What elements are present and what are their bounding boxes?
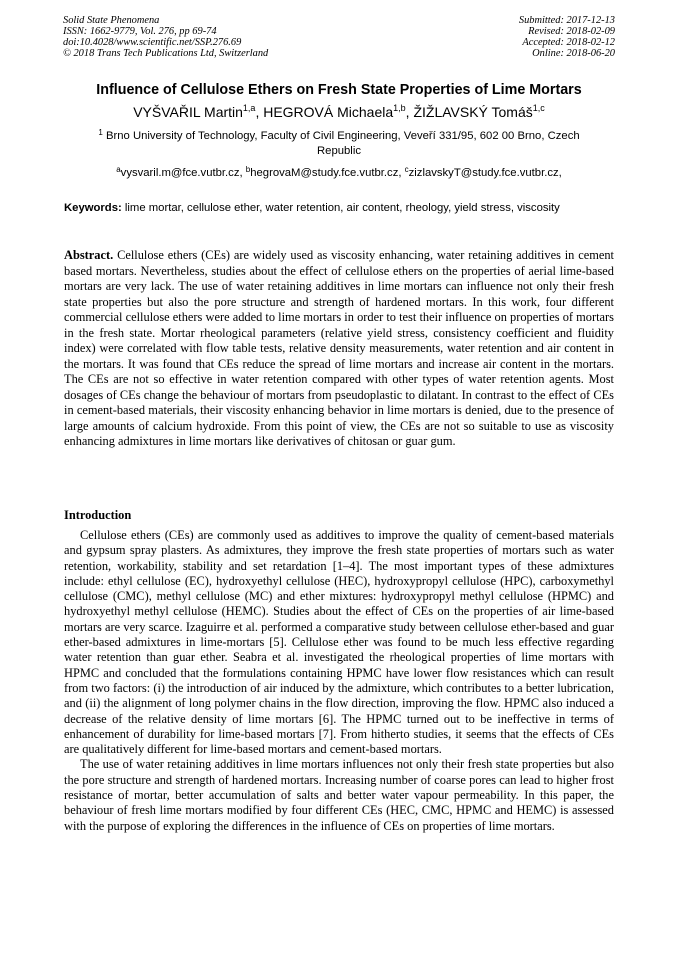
abstract-label: Abstract. <box>64 248 114 262</box>
introduction-body <box>64 528 614 834</box>
issn-line: ISSN: 1662-9779, Vol. 276, pp 69-74 <box>63 26 217 37</box>
author-name: ŽIŽLAVSKÝ Tomáš <box>413 104 533 120</box>
email-list <box>40 166 638 181</box>
email-superscript: c <box>404 165 409 174</box>
author-superscript: 1,a <box>242 103 256 113</box>
email-superscript: a <box>116 165 121 174</box>
abstract <box>64 248 614 450</box>
email-address[interactable]: zizlavskyT@study.fce.vutbr.cz, <box>408 167 562 179</box>
affiliation-text: Brno University of Technology, Faculty of Civil Engineering, Veveří 331/95, 602 00 Brno, Czech Republic <box>102 130 580 157</box>
submitted-date: Submitted: 2017-12-13 <box>518 15 615 26</box>
author-name: VYŠVAŘIL Martin <box>133 104 243 120</box>
journal-name: Solid State Phenomena <box>63 15 160 26</box>
keywords-text: lime mortar, cellulose ether, water retention, air content, rheology, yield stress, viscosity <box>121 202 560 214</box>
accepted-date: Accepted: 2018-02-12 <box>522 37 615 48</box>
author-superscript: 1,c <box>532 103 545 113</box>
keywords-label: Keywords: <box>64 202 122 214</box>
author-separator: , <box>405 104 414 120</box>
journal-header-left <box>63 15 268 59</box>
copyright-line: © 2018 Trans Tech Publications Ltd, Switzerland <box>63 48 269 59</box>
body-paragraph: Cellulose ethers (CEs) are commonly used as additives to improve the quality of cement-based materials and gypsum spray plasters. As admixtures, they improve the fresh state properties of mortars such as water retention, workability, stability and set retardation [1–4]. The most important types of these admixtures include: ethyl cellulose (EC), hydroxyethyl cellulose (HEC), hydroxypropyl cellulose (HPC), carboxymethyl cellulose (CMC), methyl cellulose (MC) and ether mixtures: hydroxypropyl methyl cellulose (HPMC) and hydroxyethyl methyl cellulose (HEMC). Studies about the effect of CEs on the properties of air lime-based mortars are very scarce. Izaguirre et al. performed a comparative study between cellulose ether-based and guar ether-based admixtures in lime-mortars [5]. Cellulose ether was found to be much less effective regarding water retention than guar ether. Seabra et al. investigated the rheological properties of lime mortars with HPMC and concluded that the formulations containing HPMC have lower flow resistances which can result from two factors: (i) the introduction of air induced by the admixture, which contributes to a better lubrication, and (ii) the alignment of long polymer chains in the flow direction, improving the flow. HPMC also induced a decrease of the relative density of lime mortars [6]. The HPMC turned out to be ineffective in terms of enhancement of durability for lime-based mortars [7]. From hitherto studies, it seems that the effects of CEs are qualitatively different for lime-based mortars and cement-based mortars. <box>64 528 614 757</box>
section-heading-introduction: Introduction <box>64 508 132 522</box>
body-paragraph: The use of water retaining additives in lime mortars influences not only their fresh state properties but also the pore structure and strength of hardened mortars. Increasing number of coarse pores can lead to higher frost resistance of mortar, better accumulation of salts and better water vapour permeability. In this paper, the behaviour of fresh lime mortars modified by four different CEs (HEC, CMC, HPMC and HEMC) is assessed with the purpose of exploring the differences in the influence of CEs on properties of lime mortars. <box>64 757 614 833</box>
email-address[interactable]: vysvaril.m@fce.vutbr.cz, <box>120 167 246 179</box>
abstract-text: Cellulose ethers (CEs) are widely used as viscosity enhancing, water retaining additives in cement based mortars. Nevertheless, studies about the effect of cellulose ethers on the properties of aerial lime-based mortars are very lack. The use of water retaining additives in lime mortars can influence not only their fresh state properties but also the pore structure and strength of hardened mortars. In this work, four different commercial cellulose ethers were added to lime mortars in order to test their influence on properties of mortars in the fresh state. Mortar rheological parameters (relative yield stress, consistency coefficient and fluidity index) were correlated with flow table tests, relative density measurements, water retention and air content in the mortars. It was found that CEs reduce the spread of lime mortars and increase air content in the mortars. The CEs are not so effective in water retention compared with other types of water retention agents. Most dosages of CEs change the behaviour of mortars from pseudoplastic to dilatant. In contrast to the effect of CEs in cement-based materials, their viscosity enhancing behavior in lime mortars is denied, due to the presence of large amounts of calcium hydroxide. From this point of view, the CEs are not so suitable to use as viscosity enhancing admixtures in lime mortars like derivatives of chitosan or guar gum. <box>64 248 614 448</box>
email-superscript: b <box>245 165 251 174</box>
online-date: Online: 2018-06-20 <box>532 48 615 59</box>
author-list <box>40 103 638 121</box>
affiliation <box>80 129 598 159</box>
keywords <box>64 201 614 217</box>
email-address[interactable]: hegrovaM@study.fce.vutbr.cz, <box>250 167 405 179</box>
revised-date: Revised: 2018-02-09 <box>528 26 615 37</box>
journal-header-right <box>519 15 615 59</box>
author-separator: , <box>255 104 264 120</box>
author-superscript: 1,b <box>393 103 406 113</box>
author-name: HEGROVÁ Michaela <box>263 104 394 120</box>
paper-title: Influence of Cellulose Ethers on Fresh State Properties of Lime Mortars <box>96 82 582 98</box>
doi-line[interactable]: doi:10.4028/www.scientific.net/SSP.276.69 <box>63 37 242 48</box>
affiliation-superscript: 1 <box>98 128 103 137</box>
